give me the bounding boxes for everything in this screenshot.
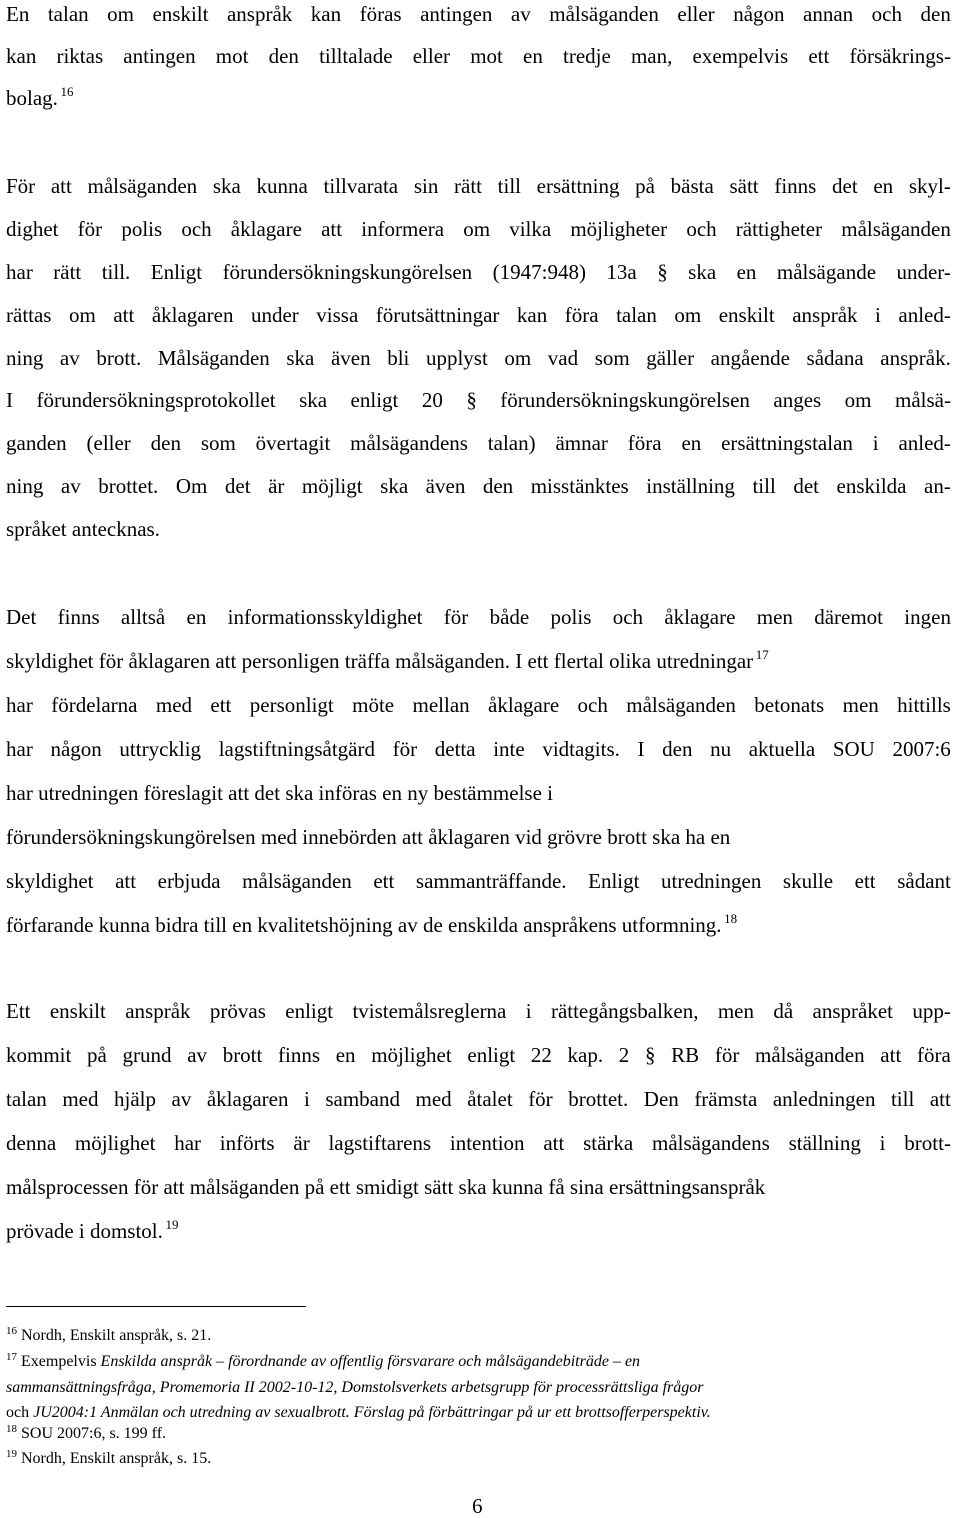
text-line: skyldighet för åklagaren att personligen träffa målsäganden. I ett flertal olika utredningar $^{17}$ [6, 647, 769, 673]
text-line: rättas om att åklagaren under vissa förutsättningar kan föra talan om enskilt anspråk i anled- [6, 303, 951, 327]
page-number: 6 [472, 1494, 483, 1518]
footnote-text: Exempelvis [21, 1353, 101, 1370]
text-line: denna möjlighet har införts är lagstiftarens intention att stärka målsägandens ställning i brott- [6, 1131, 951, 1155]
footnote-17-cont [6, 1405, 711, 1421]
footnote-citation: Enskilda anspråk – förordnande av offentlig försvarare och målsägandebiträde – en [100, 1353, 641, 1370]
text-line: har rätt till. Enligt förundersökningskungörelsen (1947:948) 13a § ska en målsägande under- [6, 260, 951, 284]
footnote-reference: 16 [57, 84, 74, 99]
footnote-19 [6, 1448, 212, 1467]
text-line: har någon uttrycklig lagstiftningsåtgärd för detta inte vidtagits. I den nu aktuella SOU 2007:6 [6, 737, 951, 761]
text-line: talan med hjälp av åklagaren i samband med åtalet för brottet. Den främsta anledningen till att [6, 1087, 951, 1111]
text-line: kan riktas antingen mot den tilltalade eller mot en tredje man, exempelvis ett försäkrings- [6, 44, 951, 68]
text-line: bolag. $^{16}$ [6, 84, 74, 110]
text-line: förundersökningskungörelsen med innebörden att åklagaren vid grövre brott ska ha en [6, 825, 731, 849]
text-line: Det finns alltså en informationsskyldighet för både polis och åklagare men däremot ingen [6, 605, 951, 629]
footnote-separator [6, 1306, 306, 1307]
text-line: skyldighet att erbjuda målsäganden ett sammanträffande. Enligt utredningen skulle ett sådant [6, 869, 951, 893]
footnote-number: 17 [6, 1351, 17, 1363]
text-line: dighet för polis och åklagare att informera om vilka möjligheter och rättigheter målsäganden [6, 217, 951, 241]
text-line: ning av brottet. Om det är möjligt ska även den misstänktes inställning till det enskilda an- [6, 474, 951, 498]
text-line: språket antecknas. [6, 517, 160, 541]
footnote-text: och [6, 1404, 34, 1421]
footnote-citation: JU2004:1 Anmälan och utredning av sexualbrott. Förslag på förbättringar på ur ett brottsofferperspektiv. [33, 1404, 711, 1421]
text-line: har fördelarna med ett personligt möte mellan åklagare och målsäganden betonats men hittills [6, 693, 951, 717]
footnote-17-cont [6, 1380, 703, 1396]
footnote-16 [6, 1325, 212, 1344]
text-line: ning av brott. Målsäganden ska även bli upplyst om vad som gäller angående sådana anspråk. [6, 346, 951, 370]
footnote-text: Nordh, Enskilt anspråk, s. 21. [21, 1327, 212, 1344]
footnote-citation: sammansättningsfråga, Promemoria II 2002-10-12, Domstolsverkets arbetsgrupp för processrättsliga frågor [6, 1379, 704, 1396]
footnote-reference: 18 [721, 911, 738, 926]
footnote-17 [6, 1351, 641, 1370]
footnote-reference: 19 [162, 1217, 179, 1232]
footnote-reference: 17 [753, 647, 769, 662]
footnote-number: 16 [6, 1325, 17, 1337]
text-line: förfarande kunna bidra till en kvalitetshöjning av de enskilda anspråkens utformning. $^{18}$ [6, 911, 738, 937]
text-line: målsprocessen för att målsäganden på ett smidigt sätt ska kunna få sina ersättningsanspråk [6, 1175, 766, 1199]
text-line: prövade i domstol. $^{19}$ [6, 1217, 179, 1243]
footnote-text: Nordh, Enskilt anspråk, s. 15. [21, 1450, 212, 1467]
footnote-18 [6, 1423, 167, 1442]
footnote-number: 19 [6, 1448, 17, 1460]
text-line: Ett enskilt anspråk prövas enligt tvistemålsreglerna i rättegångsbalken, men då anspråket upp- [6, 999, 951, 1023]
text-line: För att målsäganden ska kunna tillvarata sin rätt till ersättning på bästa sätt finns det en skyl- [6, 174, 951, 198]
footnote-number: 18 [6, 1423, 17, 1435]
text-line: En talan om enskilt anspråk kan föras antingen av målsäganden eller någon annan och den [6, 2, 951, 26]
footnote-text: SOU 2007:6, s. 199 ff. [21, 1425, 167, 1442]
text-line: I förundersökningsprotokollet ska enligt 20 § förundersökningskungörelsen anges om målsä- [6, 388, 951, 412]
text-line: ganden (eller den som övertagit målsägandens talan) ämnar föra en ersättningstalan i anled- [6, 431, 951, 455]
text-line: kommit på grund av brott finns en möjlighet enligt 22 kap. 2 § RB för målsäganden att föra [6, 1043, 951, 1067]
text-line: har utredningen föreslagit att det ska införas en ny bestämmelse i [6, 781, 553, 805]
